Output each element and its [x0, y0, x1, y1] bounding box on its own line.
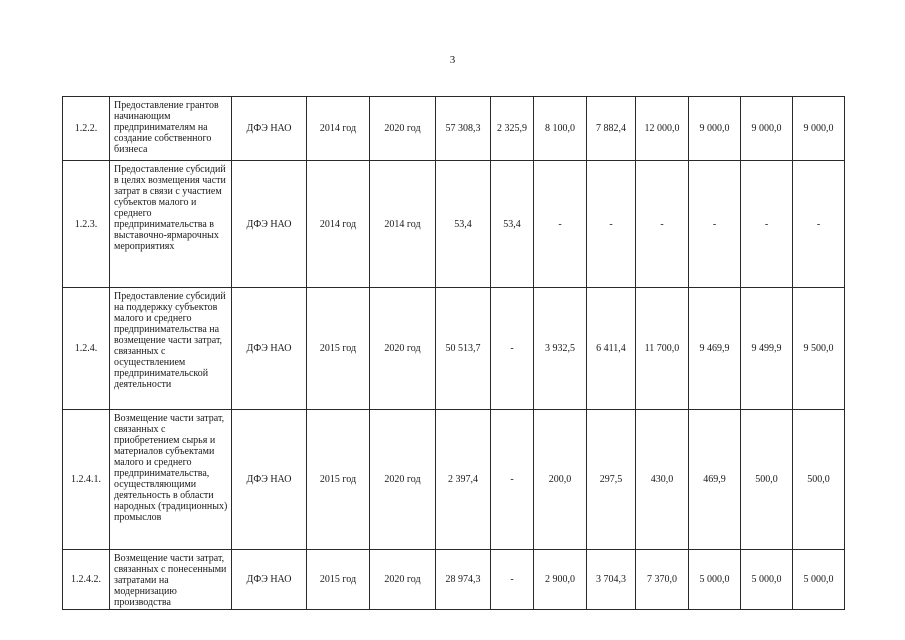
value-cell: 7 370,0 — [636, 550, 689, 610]
row-number: 1.2.4.2. — [63, 550, 110, 610]
table-row — [63, 410, 845, 550]
table-row — [63, 97, 845, 161]
value-cell: - — [491, 410, 534, 550]
row-number: 1.2.4.1. — [63, 410, 110, 550]
row-number: 1.2.4. — [63, 288, 110, 410]
row-start-year: 2015 год — [307, 288, 370, 410]
value-cell: 9 499,9 — [741, 288, 793, 410]
value-cell: 3 932,5 — [534, 288, 587, 410]
value-cell: 8 100,0 — [534, 97, 587, 161]
value-cell: 5 000,0 — [689, 550, 741, 610]
value-cell: 28 974,3 — [436, 550, 491, 610]
value-cell: 9 469,9 — [689, 288, 741, 410]
value-cell: 2 325,9 — [491, 97, 534, 161]
value-cell: - — [793, 161, 845, 288]
row-start-year: 2015 год — [307, 550, 370, 610]
value-cell: 500,0 — [741, 410, 793, 550]
value-cell: 50 513,7 — [436, 288, 491, 410]
value-cell: 5 000,0 — [793, 550, 845, 610]
row-executor: ДФЭ НАО — [232, 288, 307, 410]
row-executor: ДФЭ НАО — [232, 97, 307, 161]
row-description: Предоставление субсидий в целях возмещения части затрат в связи с участием субъектов малого и среднего предпринимательства в выставочно-ярмарочных мероприятиях — [110, 161, 232, 288]
row-description: Предоставление субсидий на поддержку субъектов малого и среднего предпринимательства на возмещение части затрат, связанных с осуществлением предпринимательской деятельности — [110, 288, 232, 410]
value-cell: - — [534, 161, 587, 288]
value-cell: 9 500,0 — [793, 288, 845, 410]
page-number: 3 — [449, 54, 456, 66]
value-cell: - — [587, 161, 636, 288]
value-cell: 7 882,4 — [587, 97, 636, 161]
row-end-year: 2020 год — [370, 97, 436, 161]
value-cell: 9 000,0 — [689, 97, 741, 161]
row-description: Возмещение части затрат, связанных с понесенными затратами на модернизацию производства — [110, 550, 232, 610]
value-cell: 53,4 — [491, 161, 534, 288]
value-cell: 500,0 — [793, 410, 845, 550]
value-cell: - — [689, 161, 741, 288]
value-cell: - — [636, 161, 689, 288]
value-cell: 2 900,0 — [534, 550, 587, 610]
value-cell: 9 000,0 — [793, 97, 845, 161]
value-cell: - — [741, 161, 793, 288]
row-start-year: 2015 год — [307, 410, 370, 550]
value-cell: 11 700,0 — [636, 288, 689, 410]
row-description: Возмещение части затрат, связанных с приобретением сырья и материалов субъектами малого и среднего предпринимательства, осуществляющими деятельность в области народных (традиционных) промыслов — [110, 410, 232, 550]
value-cell: 200,0 — [534, 410, 587, 550]
row-end-year: 2020 год — [370, 410, 436, 550]
value-cell: 5 000,0 — [741, 550, 793, 610]
value-cell: 3 704,3 — [587, 550, 636, 610]
value-cell: 2 397,4 — [436, 410, 491, 550]
value-cell: 6 411,4 — [587, 288, 636, 410]
row-end-year: 2020 год — [370, 288, 436, 410]
value-cell: - — [491, 550, 534, 610]
row-end-year: 2020 год — [370, 550, 436, 610]
table-row — [63, 288, 845, 410]
row-executor: ДФЭ НАО — [232, 410, 307, 550]
row-number: 1.2.2. — [63, 97, 110, 161]
program-table — [62, 96, 845, 610]
value-cell: 53,4 — [436, 161, 491, 288]
row-description: Предоставление грантов начинающим предпринимателям на создание собственного бизнеса — [110, 97, 232, 161]
value-cell: 57 308,3 — [436, 97, 491, 161]
row-end-year: 2014 год — [370, 161, 436, 288]
table-row — [63, 550, 845, 610]
row-executor: ДФЭ НАО — [232, 550, 307, 610]
row-start-year: 2014 год — [307, 97, 370, 161]
value-cell: 469,9 — [689, 410, 741, 550]
value-cell: 297,5 — [587, 410, 636, 550]
value-cell: - — [491, 288, 534, 410]
value-cell: 9 000,0 — [741, 97, 793, 161]
row-executor: ДФЭ НАО — [232, 161, 307, 288]
row-start-year: 2014 год — [307, 161, 370, 288]
table-row — [63, 161, 845, 288]
value-cell: 12 000,0 — [636, 97, 689, 161]
value-cell: 430,0 — [636, 410, 689, 550]
row-number: 1.2.3. — [63, 161, 110, 288]
